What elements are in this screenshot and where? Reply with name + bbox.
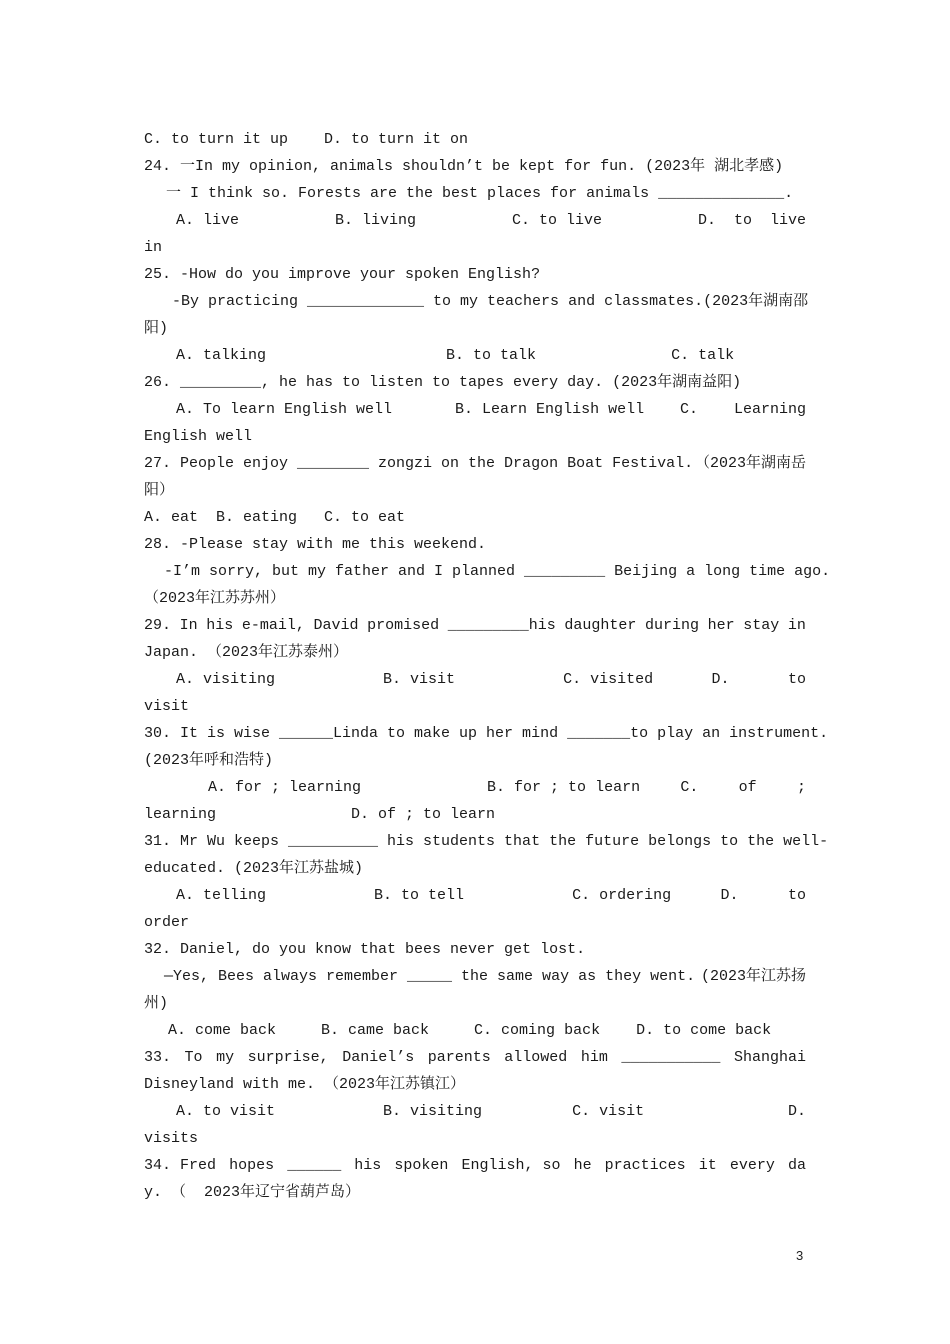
text-segment: Daniel’s	[342, 1049, 415, 1066]
text-segment: allowed	[504, 1049, 568, 1066]
text-line: in	[144, 239, 163, 256]
text-line: English well	[144, 428, 253, 445]
text-segment: surprise,	[247, 1049, 329, 1066]
text-segment: my	[216, 1049, 235, 1066]
text-segment: in	[787, 617, 806, 634]
text-segment: it	[698, 1157, 717, 1174]
text-line	[164, 562, 831, 582]
text-segment: him	[580, 1049, 608, 1066]
text-line	[144, 616, 806, 636]
text-segment: (2023年湖南邵	[703, 293, 809, 310]
text-line: y. （ 2023年辽宁省葫芦岛）	[144, 1184, 361, 1201]
text-segment: of	[738, 779, 757, 796]
text-line	[144, 724, 829, 744]
text-segment: stay	[743, 617, 780, 634]
text-segment: C.	[680, 401, 699, 418]
text-segment: promised	[367, 617, 440, 634]
text-segment: to	[787, 887, 806, 904]
text-segment: C. to live	[511, 212, 602, 229]
text-segment: —Yes, Bees always remember _____ the same way as they went.	[164, 968, 696, 985]
text-line: A. talking B. to talk C. talk	[176, 347, 735, 364]
text-segment: D.	[720, 887, 739, 904]
text-line: 28. -Please stay with me this weekend.	[144, 536, 487, 553]
text-segment: B. living	[334, 212, 416, 229]
text-segment: 31. Mr Wu keeps __________ his students that the future belongs to the well-	[144, 833, 829, 850]
page-number: 3	[796, 1248, 804, 1263]
text-segment: David	[313, 617, 359, 634]
text-segment: ;	[796, 779, 806, 796]
text-line	[176, 1102, 806, 1122]
text-line	[176, 886, 806, 906]
text-segment: his	[206, 617, 234, 634]
text-segment: daughter	[564, 617, 637, 634]
text-line	[176, 670, 806, 690]
text-line: 24. 一In my opinion, animals shouldn’t be kept for fun. (2023年 湖北孝感)	[144, 158, 784, 175]
text-line	[144, 454, 806, 474]
text-line	[208, 778, 806, 798]
text-segment: D.	[787, 1103, 806, 1120]
text-segment: ___________	[621, 1049, 721, 1066]
text-segment: parents	[427, 1049, 491, 1066]
text-segment: （2023年湖南岳	[694, 455, 806, 472]
text-segment: da	[787, 1157, 806, 1174]
text-line: visits	[144, 1130, 199, 1147]
text-line	[144, 1048, 806, 1068]
text-line	[176, 400, 806, 420]
text-segment: (2023年江苏扬	[700, 968, 806, 985]
text-line: 32. Daniel, do you know that bees never get lost.	[144, 941, 586, 958]
text-line: visit	[144, 698, 190, 715]
text-line: 一 I think so. Forests are the best places for animals ______________.	[166, 185, 794, 202]
text-segment: hopes	[229, 1157, 275, 1174]
text-line: C. to turn it up D. to turn it on	[144, 131, 469, 148]
text-line	[144, 1156, 806, 1176]
text-line: learning D. of ; to learn	[144, 806, 496, 823]
text-line: 阳)	[144, 320, 169, 337]
text-segment: 27. People enjoy ________ zongzi on the Dragon Boat Festival.	[144, 455, 694, 472]
text-line: A. eat B. eating C. to eat	[144, 509, 406, 526]
text-segment: during	[645, 617, 700, 634]
text-segment: D. to live	[697, 212, 806, 229]
text-segment: -I’m sorry, but my father and I planned _________ Beijing a long time ago.	[164, 563, 831, 580]
text-segment: A. live	[176, 212, 240, 229]
text-segment: English, so	[461, 1157, 561, 1174]
text-segment: her	[707, 617, 735, 634]
text-segment: Shanghai	[733, 1049, 806, 1066]
text-line	[144, 832, 829, 852]
text-segment: -By practicing _____________ to my teachers and classmates.	[172, 293, 704, 310]
text-segment: he	[573, 1157, 592, 1174]
text-line: Japan. （2023年江苏泰州）	[144, 644, 349, 661]
text-segment: D.	[711, 671, 730, 688]
text-segment: spoken	[394, 1157, 449, 1174]
text-segment: A. visiting B. visit C. visited	[176, 671, 654, 688]
text-segment: 29.	[144, 617, 172, 634]
text-segment: To	[184, 1049, 203, 1066]
text-line: 25. -How do you improve your spoken English?	[144, 266, 541, 283]
text-line: 阳）	[144, 482, 175, 499]
text-line: order	[144, 914, 190, 931]
text-segment: ______	[287, 1157, 342, 1174]
text-segment: In	[179, 617, 198, 634]
text-segment: e-mail,	[241, 617, 305, 634]
text-line: A. come back B. came back C. coming back D. to come back	[168, 1022, 772, 1039]
text-line: 26. _________, he has to listen to tapes every day. (2023年湖南益阳)	[144, 374, 742, 391]
text-line: (2023年呼和浩特)	[144, 752, 274, 769]
text-segment: 30. It is wise ______Linda to make up her mind _______to play an instrument.	[144, 725, 829, 742]
text-line	[172, 292, 809, 312]
text-segment: 34. Fred	[144, 1157, 217, 1174]
text-line	[164, 967, 806, 987]
text-line: educated. (2023年江苏盐城)	[144, 860, 364, 877]
text-segment: A. to visit B. visiting C. visit	[176, 1103, 645, 1120]
text-segment: _________his	[447, 617, 556, 634]
text-segment: practices	[604, 1157, 686, 1174]
text-segment: C.	[680, 779, 699, 796]
text-segment: 33.	[144, 1049, 172, 1066]
text-segment: A. telling B. to tell C. ordering	[176, 887, 672, 904]
text-line: 州)	[144, 995, 169, 1012]
text-segment: to	[787, 671, 806, 688]
text-segment: A. To learn English well B. Learn English well	[176, 401, 645, 418]
text-line: （2023年江苏苏州）	[144, 590, 286, 607]
text-segment: A. for ; learning B. for ; to learn	[208, 779, 641, 796]
text-segment: Learning	[733, 401, 806, 418]
text-line	[176, 211, 806, 231]
text-line: Disneyland with me. （2023年江苏镇江）	[144, 1076, 466, 1093]
text-segment: his	[354, 1157, 382, 1174]
text-segment: every	[729, 1157, 775, 1174]
